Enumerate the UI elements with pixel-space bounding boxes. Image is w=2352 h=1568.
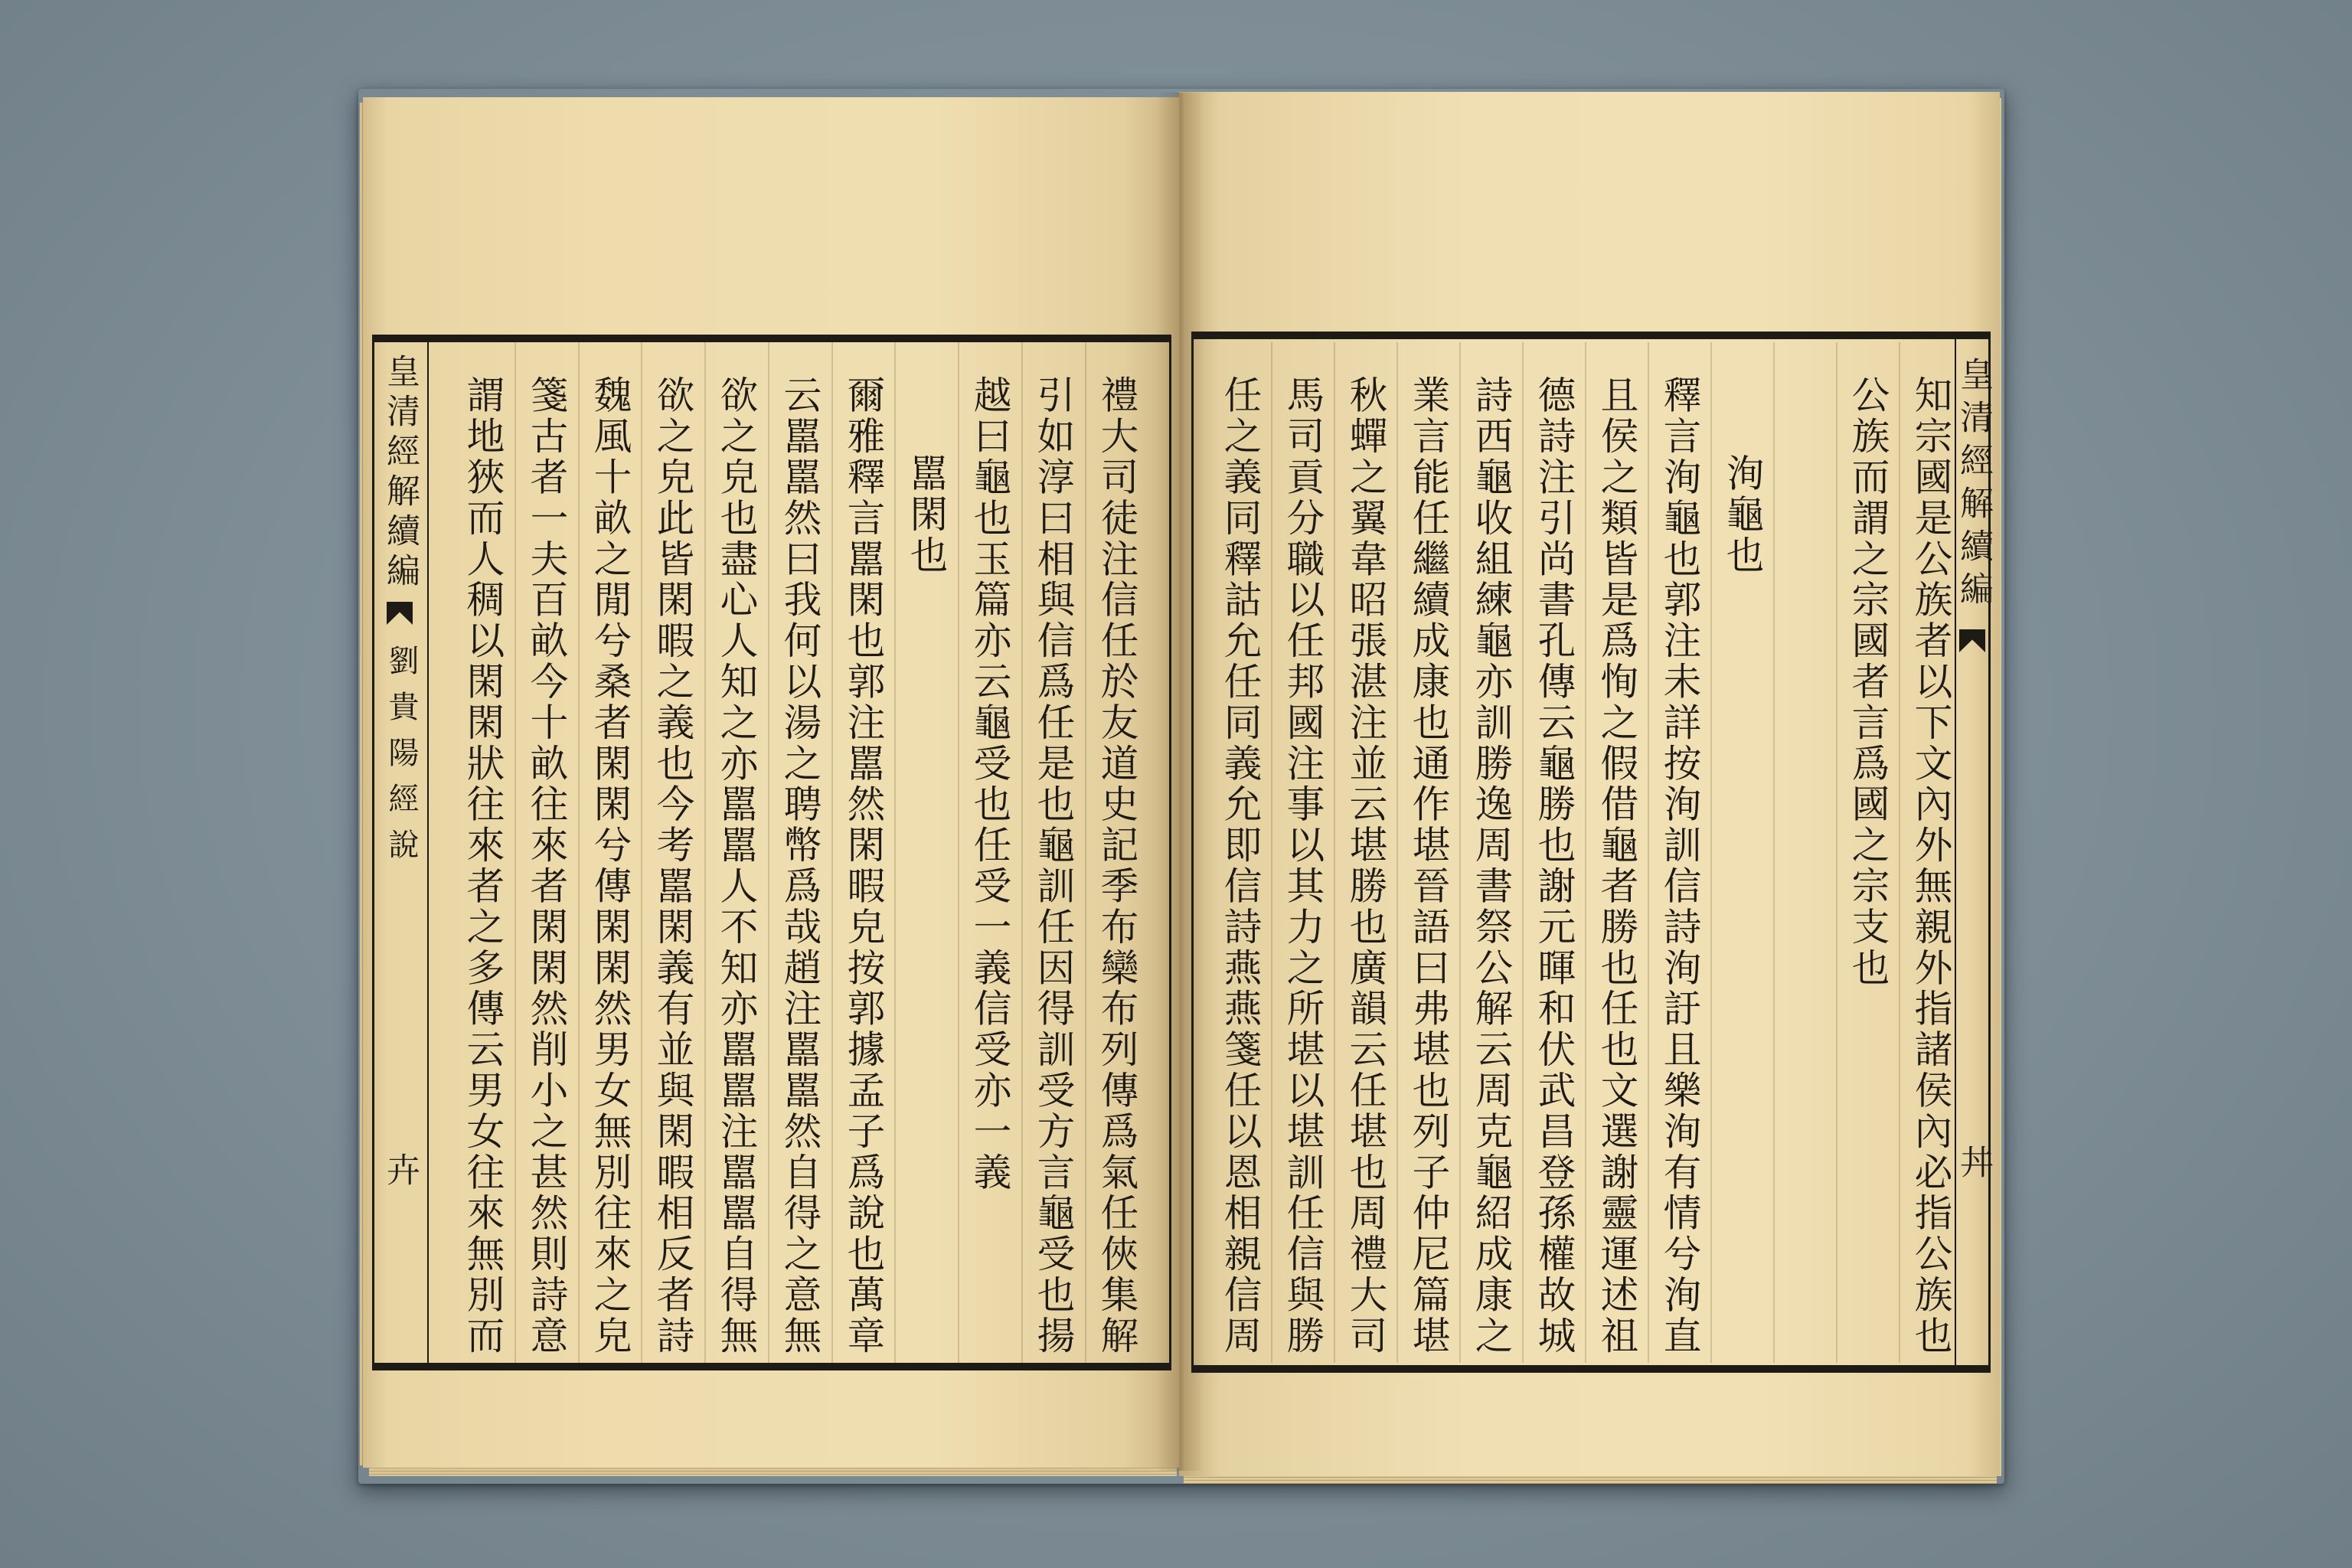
text-column: 禮大司徒注信任於友道史記季布欒布列傳爲氣任俠集解 xyxy=(1095,375,1139,1357)
text-column: 公族而謂之宗國者言爲國之宗支也 xyxy=(1846,375,1890,988)
left-page-number: 卉 xyxy=(381,1152,420,1186)
column-rule xyxy=(831,342,833,1363)
right-page-number: 丼 xyxy=(1954,1145,1993,1178)
column-rule xyxy=(1648,342,1649,1363)
text-column: 謂地狹而人稠以閑閑狀往來者之多傳云男女往來無別而 xyxy=(461,375,505,1357)
text-column: 任之義同釋詁允任同義允即信詩燕燕箋任以恩相親信周 xyxy=(1218,375,1263,1357)
right-fold-title: 皇清經解續編 xyxy=(1954,357,1993,614)
column-rule xyxy=(1396,342,1398,1363)
column-rule xyxy=(768,342,769,1363)
text-column: 欲之皃也盡心人知之亦嚚嚚人不知亦嚚嚚注嚚嚚自得無 xyxy=(714,375,759,1357)
column-rule xyxy=(1334,342,1335,1363)
section-heading: 嚚閑也 xyxy=(904,453,949,577)
column-rule xyxy=(1271,342,1272,1363)
right-bottom-rule xyxy=(1191,1365,1991,1373)
text-column: 越曰龜也玉篇亦云龜受也任受一義信受亦一義 xyxy=(968,375,1012,1193)
right-inner-border xyxy=(1191,332,1194,1373)
column-rule xyxy=(1021,342,1023,1363)
right-top-rule xyxy=(1191,332,1991,339)
column-rule xyxy=(1836,342,1838,1363)
column-rule xyxy=(958,342,959,1363)
left-fold-separator xyxy=(427,342,429,1363)
text-column: 知宗國是公族者以下文內外無親外指諸侯內必指公族也 xyxy=(1909,375,1953,1357)
column-rule xyxy=(514,342,516,1363)
text-column: 魏風十畝之閒兮桑者閑閑兮傳閑閑然男女無別往來之皃 xyxy=(588,375,632,1357)
text-column: 且侯之類皆是爲恂之假借龜者勝也任也文選謝靈運述祖 xyxy=(1595,375,1639,1357)
column-rule xyxy=(894,342,896,1363)
left-inner-border xyxy=(1169,335,1171,1370)
book-gutter xyxy=(1156,93,1205,1471)
column-rule xyxy=(1899,342,1900,1363)
left-top-rule xyxy=(372,335,1171,342)
text-column: 引如淳曰相與信爲任是也龜訓任因得訓受方言龜受也揚 xyxy=(1031,375,1076,1357)
column-rule xyxy=(1710,342,1712,1363)
column-rule xyxy=(1085,342,1086,1363)
text-column: 爾雅釋言嚚閑也郭注嚚然閑暇皃按郭據孟子爲說也萬章 xyxy=(841,375,886,1357)
column-rule xyxy=(1522,342,1524,1363)
left-bottom-rule xyxy=(372,1363,1171,1370)
text-column: 箋古者一夫百畝今十畝往來者閑閑然削小之甚然則詩意 xyxy=(524,375,569,1357)
text-column: 秋蟬之翼韋昭張湛注並云堪勝也廣韻云任堪也周禮大司 xyxy=(1344,375,1388,1357)
text-column: 釋言洵龜也郭注未詳按洵訓信詩洵訏且樂洵有情兮洵直 xyxy=(1658,375,1702,1357)
column-rule xyxy=(1585,342,1586,1363)
text-column: 德詩注引尚書孔傳云龜勝也謝元暉和伏武昌登孫權故城 xyxy=(1532,375,1576,1357)
column-rule xyxy=(1773,342,1775,1363)
text-column: 詩西龜收組練龜亦訓勝逸周書祭公解云周克龜紹成康之 xyxy=(1469,375,1514,1357)
column-rule xyxy=(578,342,580,1363)
text-column: 業言能任繼續成康也通作堪晉語曰弗堪也列子仲尼篇堪 xyxy=(1406,375,1451,1357)
left-fold-title: 皇清經解續編 xyxy=(381,354,420,593)
text-column: 欲之皃此皆閑暇之義也今考嚚閑義有並與閑暇相反者詩 xyxy=(651,375,695,1357)
left-outer-border xyxy=(372,335,374,1370)
column-rule xyxy=(641,342,642,1363)
text-column: 云嚚嚚然曰我何以湯之聘幣爲哉趙注嚚嚚然自得之意無 xyxy=(778,375,822,1357)
section-heading: 洵龜也 xyxy=(1720,453,1765,577)
text-column: 馬司貢分職以任邦國注事以其力之所堪以堪訓任信與勝 xyxy=(1281,375,1325,1357)
left-fold-subtitle: 劉貴陽經說 xyxy=(384,645,419,874)
column-rule xyxy=(704,342,706,1363)
column-rule xyxy=(1459,342,1461,1363)
